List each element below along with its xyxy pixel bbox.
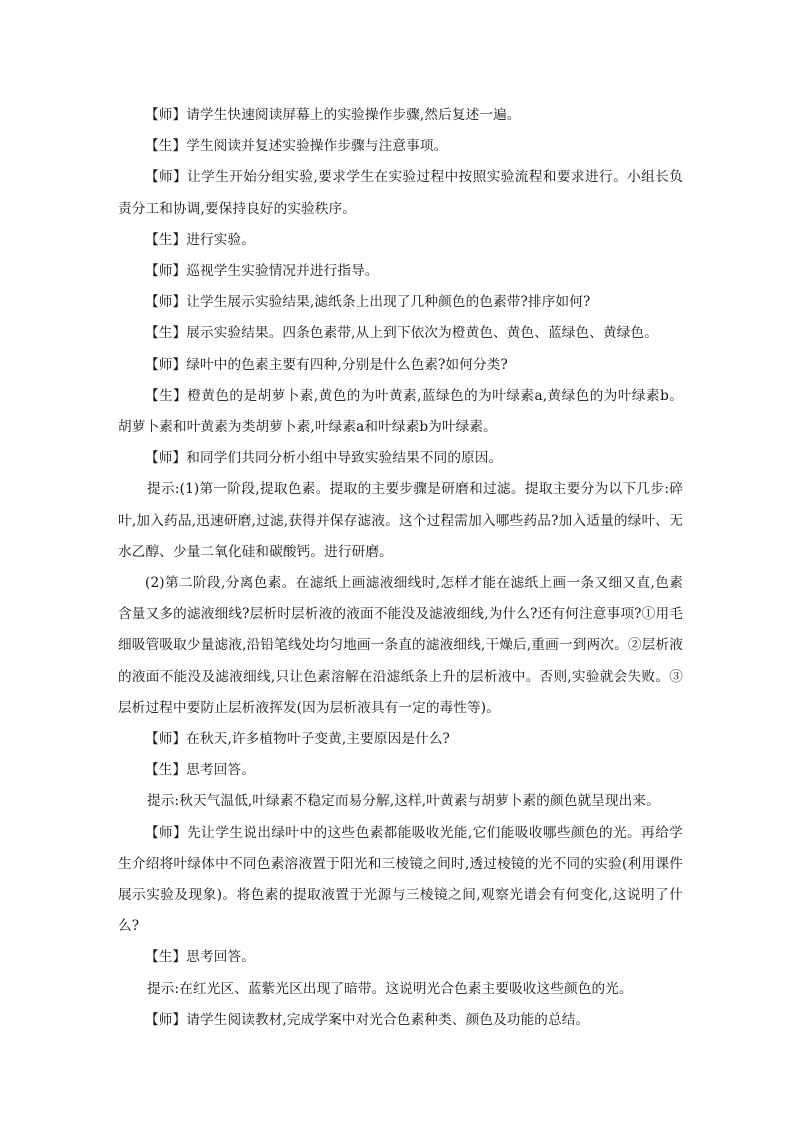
teacher-instruction-3: 【师】巡视学生实验情况并进行指导。 xyxy=(145,263,379,280)
hint-paragraph-2: (2)第二阶段,分离色素。在滤纸上画滤液细线时,怎样才能在滤纸上画一条又细又直,色素含量又多的滤液细线?层析时层析液的液面不能没及滤液细线,为什么?还有何注意事项?①用毛细吸管吸取少量滤液,沿铅笔线处均匀地画一条直的滤液细线,干燥后,重画一到两次。②层析液的液面不能没及滤液细线,只让色素溶解在沿滤纸条上升的层析液中。否则,实验就会失败。③层析过程中要防止层析液挥发(因为层析液具有一定的毒性等)。 xyxy=(118,575,683,716)
student-response-1: 【生】学生阅读并复述实验操作步骤与注意事项。 xyxy=(145,138,448,155)
teacher-instruction-7: 【师】在秋天,许多植物叶子变黄,主要原因是什么? xyxy=(145,731,450,748)
student-response-6: 【生】思考回答。 xyxy=(145,949,255,966)
student-response-2: 【生】进行实验。 xyxy=(145,231,255,248)
hint-paragraph-4: 提示:在红光区、蓝紫光区出现了暗带。这说明光合色素主要吸收这些颜色的光。 xyxy=(147,980,633,997)
student-response-4: 【生】橙黄色的是胡萝卜素,黄色的为叶黄素,蓝绿色的为叶绿素a,黄绿色的为叶绿素b。胡萝卜素和叶黄素为类胡萝卜素,叶绿素a和叶绿素b为叶绿素。 xyxy=(118,387,683,436)
teacher-instruction-8: 【师】先让学生说出绿叶中的这些色素都能吸收光能,它们能吸收哪些颜色的光。再给学生介绍将叶绿体中不同色素溶液置于阳光和三棱镜之间时,透过棱镜的光不同的实验(利用课件展示实验及现象)。将色素的提取液置于光源与三棱镜之间,观察光谱会有何变化,这说明了什么? xyxy=(118,824,683,935)
teacher-instruction-4: 【师】让学生展示实验结果,滤纸条上出现了几种颜色的色素带?排序如何? xyxy=(145,294,591,311)
hint-paragraph-1: 提示:(1)第一阶段,提取色素。提取的主要步骤是研磨和过滤。提取主要分为以下几步:碎叶,加入药品,迅速研磨,过滤,获得并保存滤液。这个过程需加入哪些药品?加入适量的绿叶、无水乙醇、少量二氧化硅和碳酸钙。进行研磨。 xyxy=(118,481,683,560)
student-response-3: 【生】展示实验结果。四条色素带,从上到下依次为橙黄色、黄色、蓝绿色、黄绿色。 xyxy=(145,325,658,342)
teacher-instruction-2: 【师】让学生开始分组实验,要求学生在实验过程中按照实验流程和要求进行。小组长负责分工和协调,要保持良好的实验秩序。 xyxy=(118,169,683,217)
student-response-5: 【生】思考回答。 xyxy=(145,762,255,779)
lesson-plan-body xyxy=(118,100,683,1036)
teacher-instruction-6: 【师】和同学们共同分析小组中导致实验结果不同的原因。 xyxy=(145,450,503,467)
hint-paragraph-3: 提示:秋天气温低,叶绿素不稳定而易分解,这样,叶黄素与胡萝卜素的颜色就呈现出来。 xyxy=(147,793,660,810)
teacher-instruction-1: 【师】请学生快速阅读屏幕上的实验操作步骤,然后复述一遍。 xyxy=(145,107,521,123)
teacher-instruction-9: 【师】请学生阅读教材,完成学案中对光合色素种类、颜色及功能的总结。 xyxy=(145,1011,590,1028)
teacher-instruction-5: 【师】绿叶中的色素主要有四种,分别是什么色素?如何分类? xyxy=(145,356,508,373)
